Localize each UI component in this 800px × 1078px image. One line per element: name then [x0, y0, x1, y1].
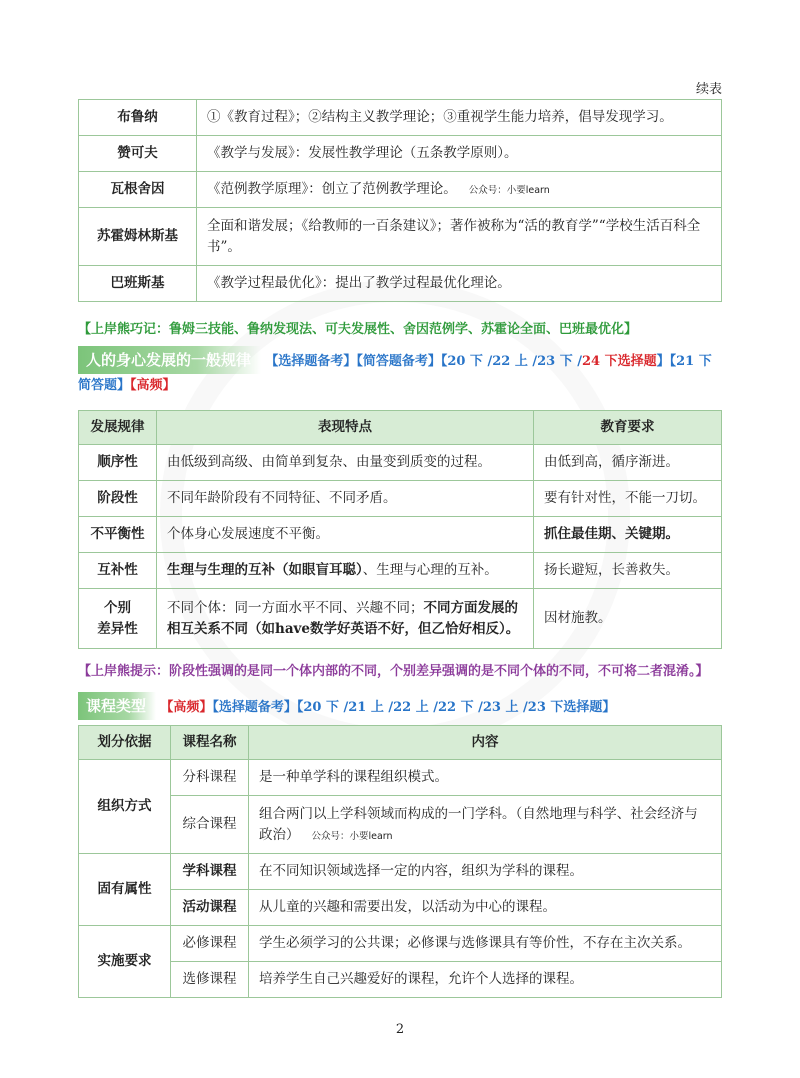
educator-content: 《教学与发展》：发展性教学理论（五条教学原则）。	[197, 136, 722, 172]
educator-name: 布鲁纳	[79, 100, 197, 136]
exam-tags: 【选择题备考】【20 下 /21 上 /22 上 /22 下 /23 上 /23 下选择题】	[212, 700, 616, 715]
table-row	[79, 208, 722, 266]
exam-tags	[265, 354, 711, 369]
tag-text: 】【21 下	[656, 354, 712, 369]
educator-content: 全面和谐发展；《给教师的一百条建议》；著作被称为“活的教育学”“学校生活百科全书”。	[197, 208, 722, 266]
course-content: 学生必须学习的公共课；必修课与选修课具有等价性，不存在主次关系。	[249, 926, 722, 962]
law-requirement: 由低到高，循序渐进。	[534, 445, 722, 481]
column-header: 发展规律	[79, 411, 157, 445]
table-row	[79, 926, 722, 962]
content-text: 《范例教学原理》：创立了范例教学理论。	[207, 181, 457, 198]
table-row	[79, 445, 722, 481]
educator-name: 赞可夫	[79, 136, 197, 172]
section-header-course-types	[78, 692, 728, 720]
section-header-development	[78, 346, 728, 397]
table-header-row	[79, 411, 722, 445]
exam-tags-cont: 简答题】	[78, 378, 131, 393]
section-title: 人的身心发展的一般规律	[78, 346, 261, 374]
law-name: 顺序性	[79, 445, 157, 481]
column-header: 课程名称	[171, 726, 249, 760]
course-content: 是一种单学科的课程组织模式。	[249, 760, 722, 796]
educators-table	[78, 99, 722, 302]
law-feature: 个体身心发展速度不平衡。	[157, 517, 534, 553]
table-row	[79, 172, 722, 208]
tag-highlight: 24 下选择题	[582, 354, 657, 369]
law-requirement: 扬长避短，长善救失。	[534, 553, 722, 589]
law-name	[79, 589, 157, 649]
educator-content	[197, 172, 722, 208]
development-laws-table	[78, 410, 722, 649]
wechat-note: 公众号：小要learn	[468, 185, 550, 197]
page-number: 2	[395, 1022, 405, 1037]
law-feature	[157, 589, 534, 649]
section-title: 课程类型	[78, 692, 156, 720]
memory-tip: 【上岸熊提示：阶段性强调的是同一个体内部的不同，个别差异强调的是不同个体的不同，不可将二者混淆。】	[78, 664, 709, 679]
course-name: 选修课程	[171, 962, 249, 998]
course-content: 培养学生自己兴趣爱好的课程，允许个人选择的课程。	[249, 962, 722, 998]
column-header: 内容	[249, 726, 722, 760]
memory-tip: 【上岸熊巧记：鲁姆三技能、鲁纳发现法、可夫发展性、舍因范例学、苏霍论全面、巴班最优化】	[78, 322, 638, 337]
feature-emphasis: 生理与生理的互补（如眼盲耳聪）	[167, 562, 363, 579]
course-name: 学科课程	[171, 854, 249, 890]
high-frequency-tag: 【高频】	[130, 378, 176, 393]
law-feature: 不同年龄阶段有不同特征、不同矛盾。	[157, 481, 534, 517]
classification-basis: 组织方式	[79, 760, 171, 854]
feature-text: 不同个体：同一方面水平不同、兴趣不同；	[167, 599, 424, 616]
law-name: 不平衡性	[79, 517, 157, 553]
feature-emphasis: 不同方面发展的相互关系不同（如have数学好英语不好，但乙恰好相反）。	[167, 599, 520, 637]
high-frequency-tag: 【高频】	[160, 700, 213, 715]
table-row	[79, 962, 722, 998]
course-content: 从儿童的兴趣和需要出发，以活动为中心的课程。	[249, 890, 722, 926]
law-requirement: 要有针对性，不能一刀切。	[534, 481, 722, 517]
table-row	[79, 517, 722, 553]
course-types-table	[78, 725, 722, 998]
classification-basis: 固有属性	[79, 854, 171, 926]
educator-content: 《教学过程最优化》：提出了教学过程最优化理论。	[197, 266, 722, 302]
law-requirement: 抓住最佳期、关键期。	[534, 517, 722, 553]
table-row	[79, 100, 722, 136]
tag-text: 【选择题备考】【简答题备考】【20 下 /22 上 /23 下 /	[265, 354, 582, 369]
table-row	[79, 481, 722, 517]
course-name: 活动课程	[171, 890, 249, 926]
table-row	[79, 890, 722, 926]
educator-content: ①《教育过程》；②结构主义教学理论；③重视学生能力培养，倡导发现学习。	[197, 100, 722, 136]
law-requirement: 因材施教。	[534, 589, 722, 649]
law-name: 互补性	[79, 553, 157, 589]
table-row	[79, 136, 722, 172]
table-row	[79, 589, 722, 649]
classification-basis: 实施要求	[79, 926, 171, 998]
educator-name: 瓦根舍因	[79, 172, 197, 208]
column-header: 表现特点	[157, 411, 534, 445]
table-row	[79, 760, 722, 796]
law-feature	[157, 553, 534, 589]
law-name-line: 差异性	[97, 620, 138, 637]
course-content: 在不同知识领域选择一定的内容，组织为学科的课程。	[249, 854, 722, 890]
wechat-note: 公众号：小要learn	[311, 830, 393, 842]
course-name: 必修课程	[171, 926, 249, 962]
table-row	[79, 854, 722, 890]
educator-name: 苏霍姆林斯基	[79, 208, 197, 266]
course-name: 分科课程	[171, 760, 249, 796]
course-name: 综合课程	[171, 796, 249, 854]
law-name-line: 个别	[104, 599, 131, 616]
table-row	[79, 266, 722, 302]
law-name: 阶段性	[79, 481, 157, 517]
table-header-row	[79, 726, 722, 760]
educator-name: 巴班斯基	[79, 266, 197, 302]
column-header: 划分依据	[79, 726, 171, 760]
continued-label: 续表	[695, 82, 722, 97]
table-row	[79, 553, 722, 589]
course-content	[249, 796, 722, 854]
content-text: 组合两门以上学科领域而构成的一门学科。（自然地理与科学、社会经济与政治）	[259, 805, 698, 843]
feature-text: 、生理与心理的互补。	[362, 562, 498, 579]
column-header: 教育要求	[534, 411, 722, 445]
law-feature: 由低级到高级、由简单到复杂、由量变到质变的过程。	[157, 445, 534, 481]
table-row	[79, 796, 722, 854]
